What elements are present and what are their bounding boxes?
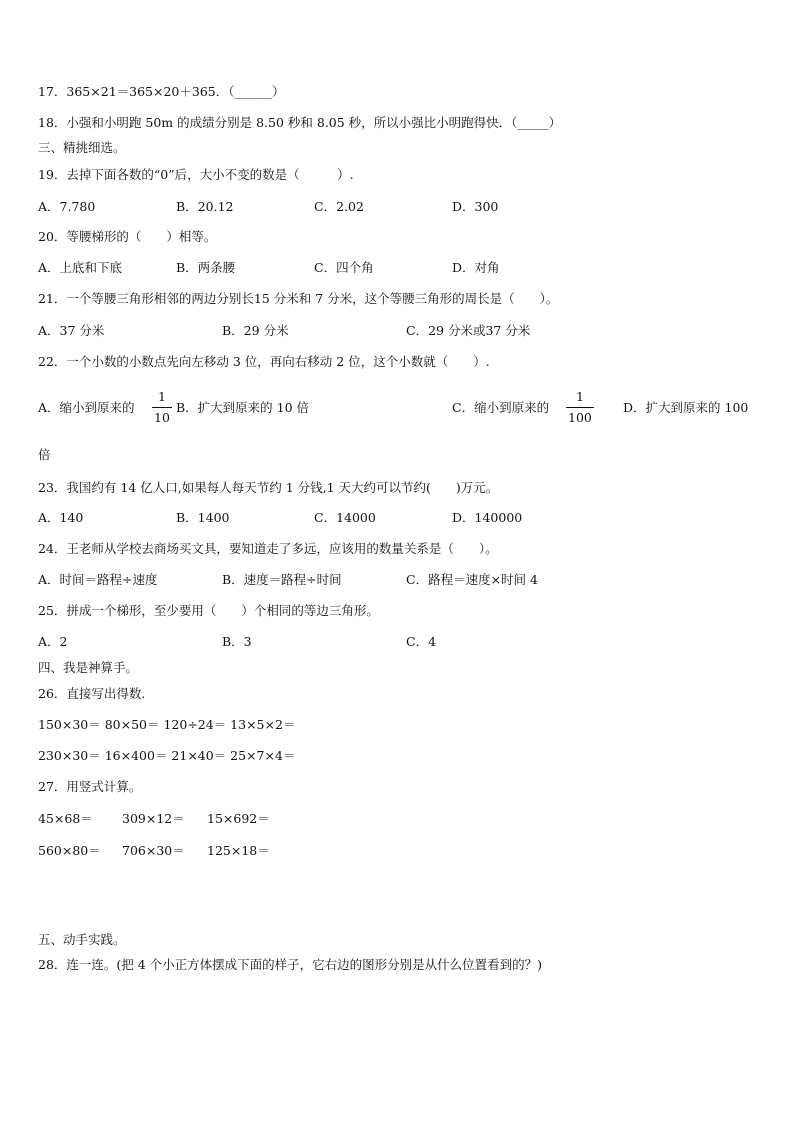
q20-option-b: B．两条腰 bbox=[176, 260, 236, 275]
q23-option-c: C．14000 bbox=[314, 510, 376, 525]
question-26-stem: 26．直接写出得数. bbox=[38, 686, 146, 701]
fraction-bar bbox=[152, 407, 172, 408]
q22-option-a-fraction bbox=[152, 389, 172, 426]
question-28-stem: 28．连一连。(把 4 个小正方体摆成下面的样子，它右边的图形分别是从什么位置看到的？) bbox=[38, 957, 543, 972]
q27-item: 560×80＝ bbox=[38, 843, 101, 858]
q19-option-d: D．300 bbox=[452, 199, 499, 214]
section-3-title: 三、精挑细选。 bbox=[38, 140, 126, 155]
q19-option-a: A．7.780 bbox=[38, 199, 96, 214]
q27-item: 15×692＝ bbox=[207, 811, 270, 826]
q24-option-a: A．时间＝路程÷速度 bbox=[38, 572, 158, 587]
q22-option-d-continued: 倍 bbox=[38, 447, 51, 462]
question-25-stem: 25．拼成一个梯形，至少要用（ ）个相同的等边三角形。 bbox=[38, 603, 379, 618]
fraction-bar bbox=[566, 407, 594, 408]
q22-option-d: D．扩大到原来的 100 bbox=[623, 400, 749, 415]
fraction-denominator: 10 bbox=[154, 410, 170, 425]
q27-item: 45×68＝ bbox=[38, 811, 93, 826]
q23-option-a: A．140 bbox=[38, 510, 84, 525]
q23-option-b: B．1400 bbox=[176, 510, 230, 525]
q27-item: 125×18＝ bbox=[207, 843, 270, 858]
q22-option-c-fraction bbox=[566, 389, 594, 426]
q25-option-b: B．3 bbox=[222, 634, 252, 649]
fraction-denominator: 100 bbox=[568, 410, 592, 425]
q27-item: 309×12＝ bbox=[122, 811, 185, 826]
q20-option-c: C．四个角 bbox=[314, 260, 374, 275]
question-27-stem: 27．用竖式计算。 bbox=[38, 779, 142, 794]
question-20-stem: 20．等腰梯形的（ ）相等。 bbox=[38, 229, 217, 244]
fraction-numerator: 1 bbox=[575, 389, 584, 404]
q24-option-c: C．路程＝速度×时间 4 bbox=[406, 572, 538, 587]
q27-item: 706×30＝ bbox=[122, 843, 185, 858]
fraction-numerator: 1 bbox=[157, 389, 166, 404]
section-4-title: 四、我是神算手。 bbox=[38, 660, 139, 675]
q20-option-a: A．上底和下底 bbox=[38, 260, 123, 275]
question-21-stem: 21．一个等腰三角形相邻的两边分别长15 分米和 7 分米，这个等腰三角形的周长是（ ）。 bbox=[38, 291, 559, 306]
q23-option-d: D．140000 bbox=[452, 510, 523, 525]
question-19-stem: 19．去掉下面各数的“0”后，大小不变的数是（ ）. bbox=[38, 167, 354, 182]
question-17: 17．365×21＝365×20＋365．（______） bbox=[38, 84, 285, 99]
q25-option-a: A．2 bbox=[38, 634, 68, 649]
q21-option-c: C．29 分米或37 分米 bbox=[406, 323, 531, 338]
section-5-title: 五、动手实践。 bbox=[38, 932, 126, 947]
q26-row-1: 150×30＝ 80×50＝ 120÷24＝ 13×5×2＝ bbox=[38, 717, 296, 732]
q22-option-a-text: A．缩小到原来的 bbox=[38, 400, 135, 415]
question-22-stem: 22．一个小数的小数点先向左移动 3 位，再向右移动 2 位，这个小数就（ ）. bbox=[38, 354, 490, 369]
q22-option-b: B．扩大到原来的 10 倍 bbox=[176, 400, 310, 415]
q25-option-c: C．4 bbox=[406, 634, 437, 649]
q20-option-d: D．对角 bbox=[452, 260, 500, 275]
question-24-stem: 24．王老师从学校去商场买文具，要知道走了多远，应该用的数量关系是（ ）。 bbox=[38, 541, 498, 556]
question-23-stem: 23．我国约有 14 亿人口,如果每人每天节约 1 分钱,1 天大约可以节约( )万元。 bbox=[38, 480, 499, 495]
q24-option-b: B．速度＝路程÷时间 bbox=[222, 572, 342, 587]
q21-option-a: A．37 分米 bbox=[38, 323, 105, 338]
q19-option-c: C．2.02 bbox=[314, 199, 364, 214]
q21-option-b: B．29 分米 bbox=[222, 323, 289, 338]
q22-option-c-text: C．缩小到原来的 bbox=[452, 400, 550, 415]
question-18: 18．小强和小明跑 50m 的成绩分别是 8.50 秒和 8.05 秒，所以小强比小明跑得快．（_____） bbox=[38, 115, 562, 130]
q19-option-b: B．20.12 bbox=[176, 199, 234, 214]
q26-row-2: 230×30＝ 16×400＝ 21×40＝ 25×7×4＝ bbox=[38, 748, 296, 763]
